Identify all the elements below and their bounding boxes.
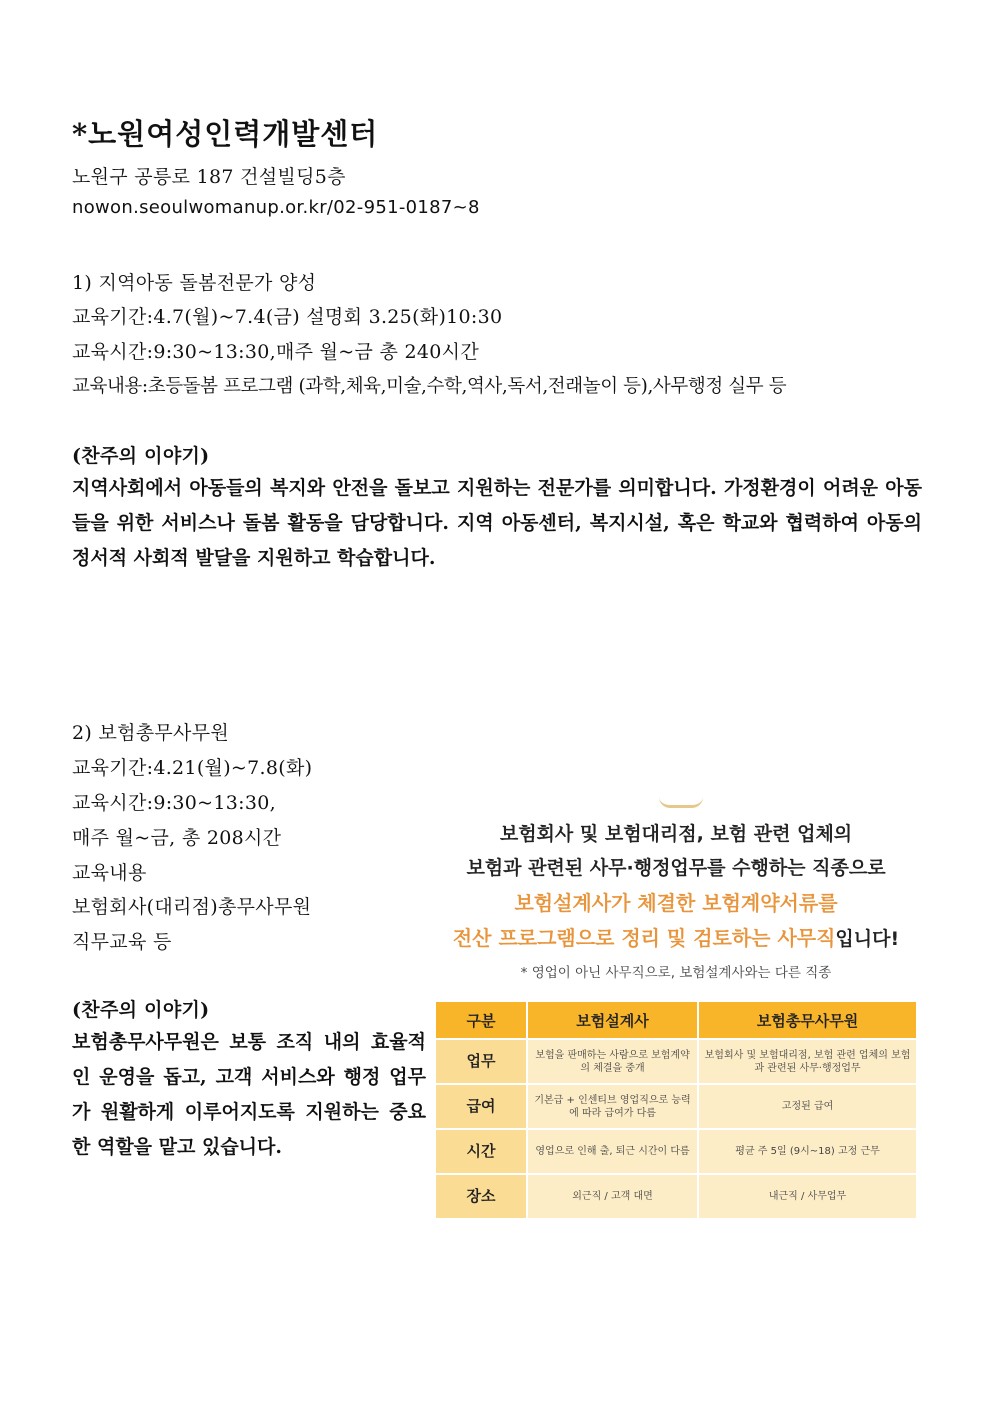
table-header-row — [435, 1001, 917, 1039]
program1-content: 교육내용:초등돌봄 프로그램 (과학,체육,미술,수학,역사,독서,전래놀이 등),사무행정 실무 등 — [72, 376, 787, 397]
row-label: 장소 — [435, 1174, 527, 1219]
program1-story-heading: (찬주의 이야기) — [72, 445, 210, 467]
center-title: *노원여성인력개발센터 — [72, 117, 379, 151]
program1-story: 지역사회에서 아동들의 복지와 안전을 돌보고 지원하는 전문가를 의미합니다. 가정환경이 어려운 아동들을 위한 서비스나 돌봄 활동을 담당합니다. 지역 아동센터, 복지시설, 혹은 학교와 협력하여 아동의 정서적 사회적 발달을 지원하고 학습합니다. — [72, 477, 922, 569]
row-cell: 외근직 / 고객 대면 — [527, 1174, 698, 1219]
table-row — [435, 1084, 917, 1129]
row-label: 시간 — [435, 1129, 527, 1174]
table-header: 보험총무사무원 — [698, 1001, 917, 1039]
infographic-line-3: 보험설계사가 체결한 보험계약서류를 — [514, 891, 838, 915]
infographic-line-1: 보험회사 및 보험대리점, 보험 관련 업체의 — [499, 823, 853, 845]
row-cell: 보험을 판매하는 사람으로 보험계약의 체결을 중개 — [527, 1039, 698, 1084]
program2-story: 보험총무사무원은 보통 조직 내의 효율적인 운영을 돕고, 고객 서비스와 행정 업무가 원활하게 이루어지도록 지원하는 중요한 역할을 맡고 있습니다. — [72, 1031, 426, 1158]
program2-content-2: 직무교육 등 — [72, 931, 172, 953]
decorative-arc — [659, 797, 703, 808]
table-row — [435, 1129, 917, 1174]
row-cell: 기본급 + 인센티브 영업직으로 능력에 따라 급여가 다름 — [527, 1084, 698, 1129]
program2-hours-1: 교육시간:9:30~13:30, — [72, 792, 276, 814]
program2-period: 교육기간:4.21(월)~7.8(화) — [72, 757, 313, 779]
program1-period: 교육기간:4.7(월)~7.4(금) 설명회 3.25(화)10:30 — [72, 306, 503, 328]
comparison-table — [434, 1000, 918, 1220]
row-cell: 영업으로 인해 출, 퇴근 시간이 다름 — [527, 1129, 698, 1174]
insurance-infographic — [434, 795, 918, 1215]
center-address: 노원구 공릉로 187 건설빌딩5층 — [72, 166, 346, 188]
center-contact: nowon.seoulwomanup.or.kr/02-951-0187~8 — [72, 197, 480, 218]
program2-heading: 2) 보험총무사무원 — [72, 722, 230, 744]
infographic-line-4 — [434, 922, 918, 951]
row-cell: 보험회사 및 보험대리점, 보험 관련 업체의 보험과 관련된 사무·행정업무 — [698, 1039, 917, 1084]
table-row — [435, 1174, 917, 1219]
infographic-line-4-tail: 입니다! — [835, 928, 900, 950]
table-header: 구분 — [435, 1001, 527, 1039]
program1-heading: 1) 지역아동 돌봄전문가 양성 — [72, 272, 317, 294]
row-label: 업무 — [435, 1039, 527, 1084]
row-cell: 고정된 급여 — [698, 1084, 917, 1129]
infographic-line-2: 보험과 관련된 사무·행정업무를 수행하는 직종으로 — [466, 857, 886, 879]
table-row — [435, 1039, 917, 1084]
program2-content-label: 교육내용 — [72, 862, 147, 884]
infographic-note: * 영업이 아닌 사무직으로, 보험설계사와는 다른 직종 — [520, 965, 832, 981]
program1-hours: 교육시간:9:30~13:30,매주 월~금 총 240시간 — [72, 341, 479, 363]
program2-content-1: 보험회사(대리점)총무사무원 — [72, 896, 312, 918]
row-cell: 평균 주 5일 (9시~18) 고정 근무 — [698, 1129, 917, 1174]
table-header: 보험설계사 — [527, 1001, 698, 1039]
infographic-line-4-highlight: 전산 프로그램으로 정리 및 검토하는 사무직 — [452, 926, 836, 950]
program2-hours-2: 매주 월~금, 총 208시간 — [72, 827, 282, 849]
row-cell: 내근직 / 사무업무 — [698, 1174, 917, 1219]
row-label: 급여 — [435, 1084, 527, 1129]
program2-story-heading: (찬주의 이야기) — [72, 999, 210, 1021]
